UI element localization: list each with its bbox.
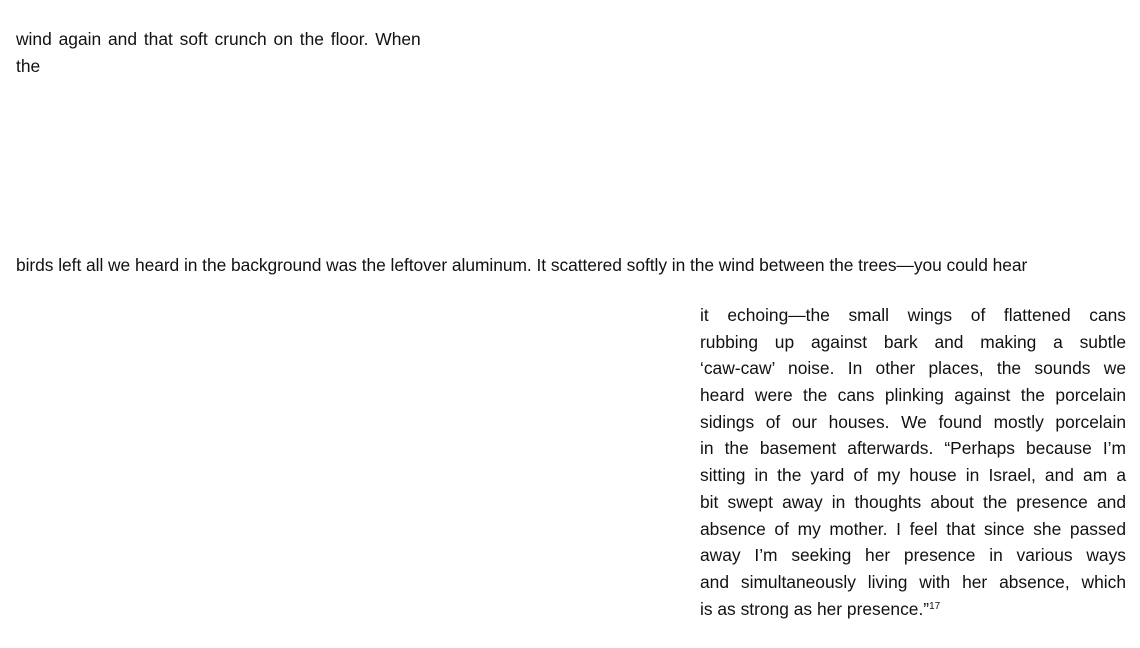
final-line-text: is as strong as her presence.”	[700, 598, 930, 619]
text-line: absence of my mother. I feel that since she passed	[700, 518, 1126, 539]
text-line: bit swept away in thoughts about the presence and	[700, 491, 1126, 512]
final-text-line	[700, 596, 1126, 623]
text-line: rubbing up against bark and making a subtle	[700, 331, 1126, 352]
top-paragraph-fragment	[16, 26, 456, 80]
text-line: and simultaneously living with her absence, which	[700, 571, 1126, 592]
text-line: ‘caw-caw’ noise. In other places, the sounds we	[700, 358, 1126, 379]
text-line: sidings of our houses. We found mostly porcelain	[700, 411, 1126, 432]
text-line: it echoing—the small wings of flattened cans	[700, 305, 1126, 325]
text-line: the	[16, 56, 41, 76]
text-line: heard were the cans plinking against the porcelain	[700, 385, 1126, 406]
text-line: wind again and that soft crunch on the floor. When	[16, 29, 421, 49]
full-width-text-line: birds left all we heard in the background was the leftover aluminum. It scattered softly in the wind between the trees—you could hear	[16, 255, 1028, 275]
text-line: sitting in the yard of my house in Israel, and am a	[700, 465, 1126, 486]
text-line: away I’m seeking her presence in various ways	[700, 545, 1126, 566]
text-line: in the basement afterwards. “Perhaps because I’m	[700, 438, 1126, 459]
footnote-marker[interactable]: 17	[929, 600, 941, 612]
right-column-paragraph	[700, 302, 1126, 622]
